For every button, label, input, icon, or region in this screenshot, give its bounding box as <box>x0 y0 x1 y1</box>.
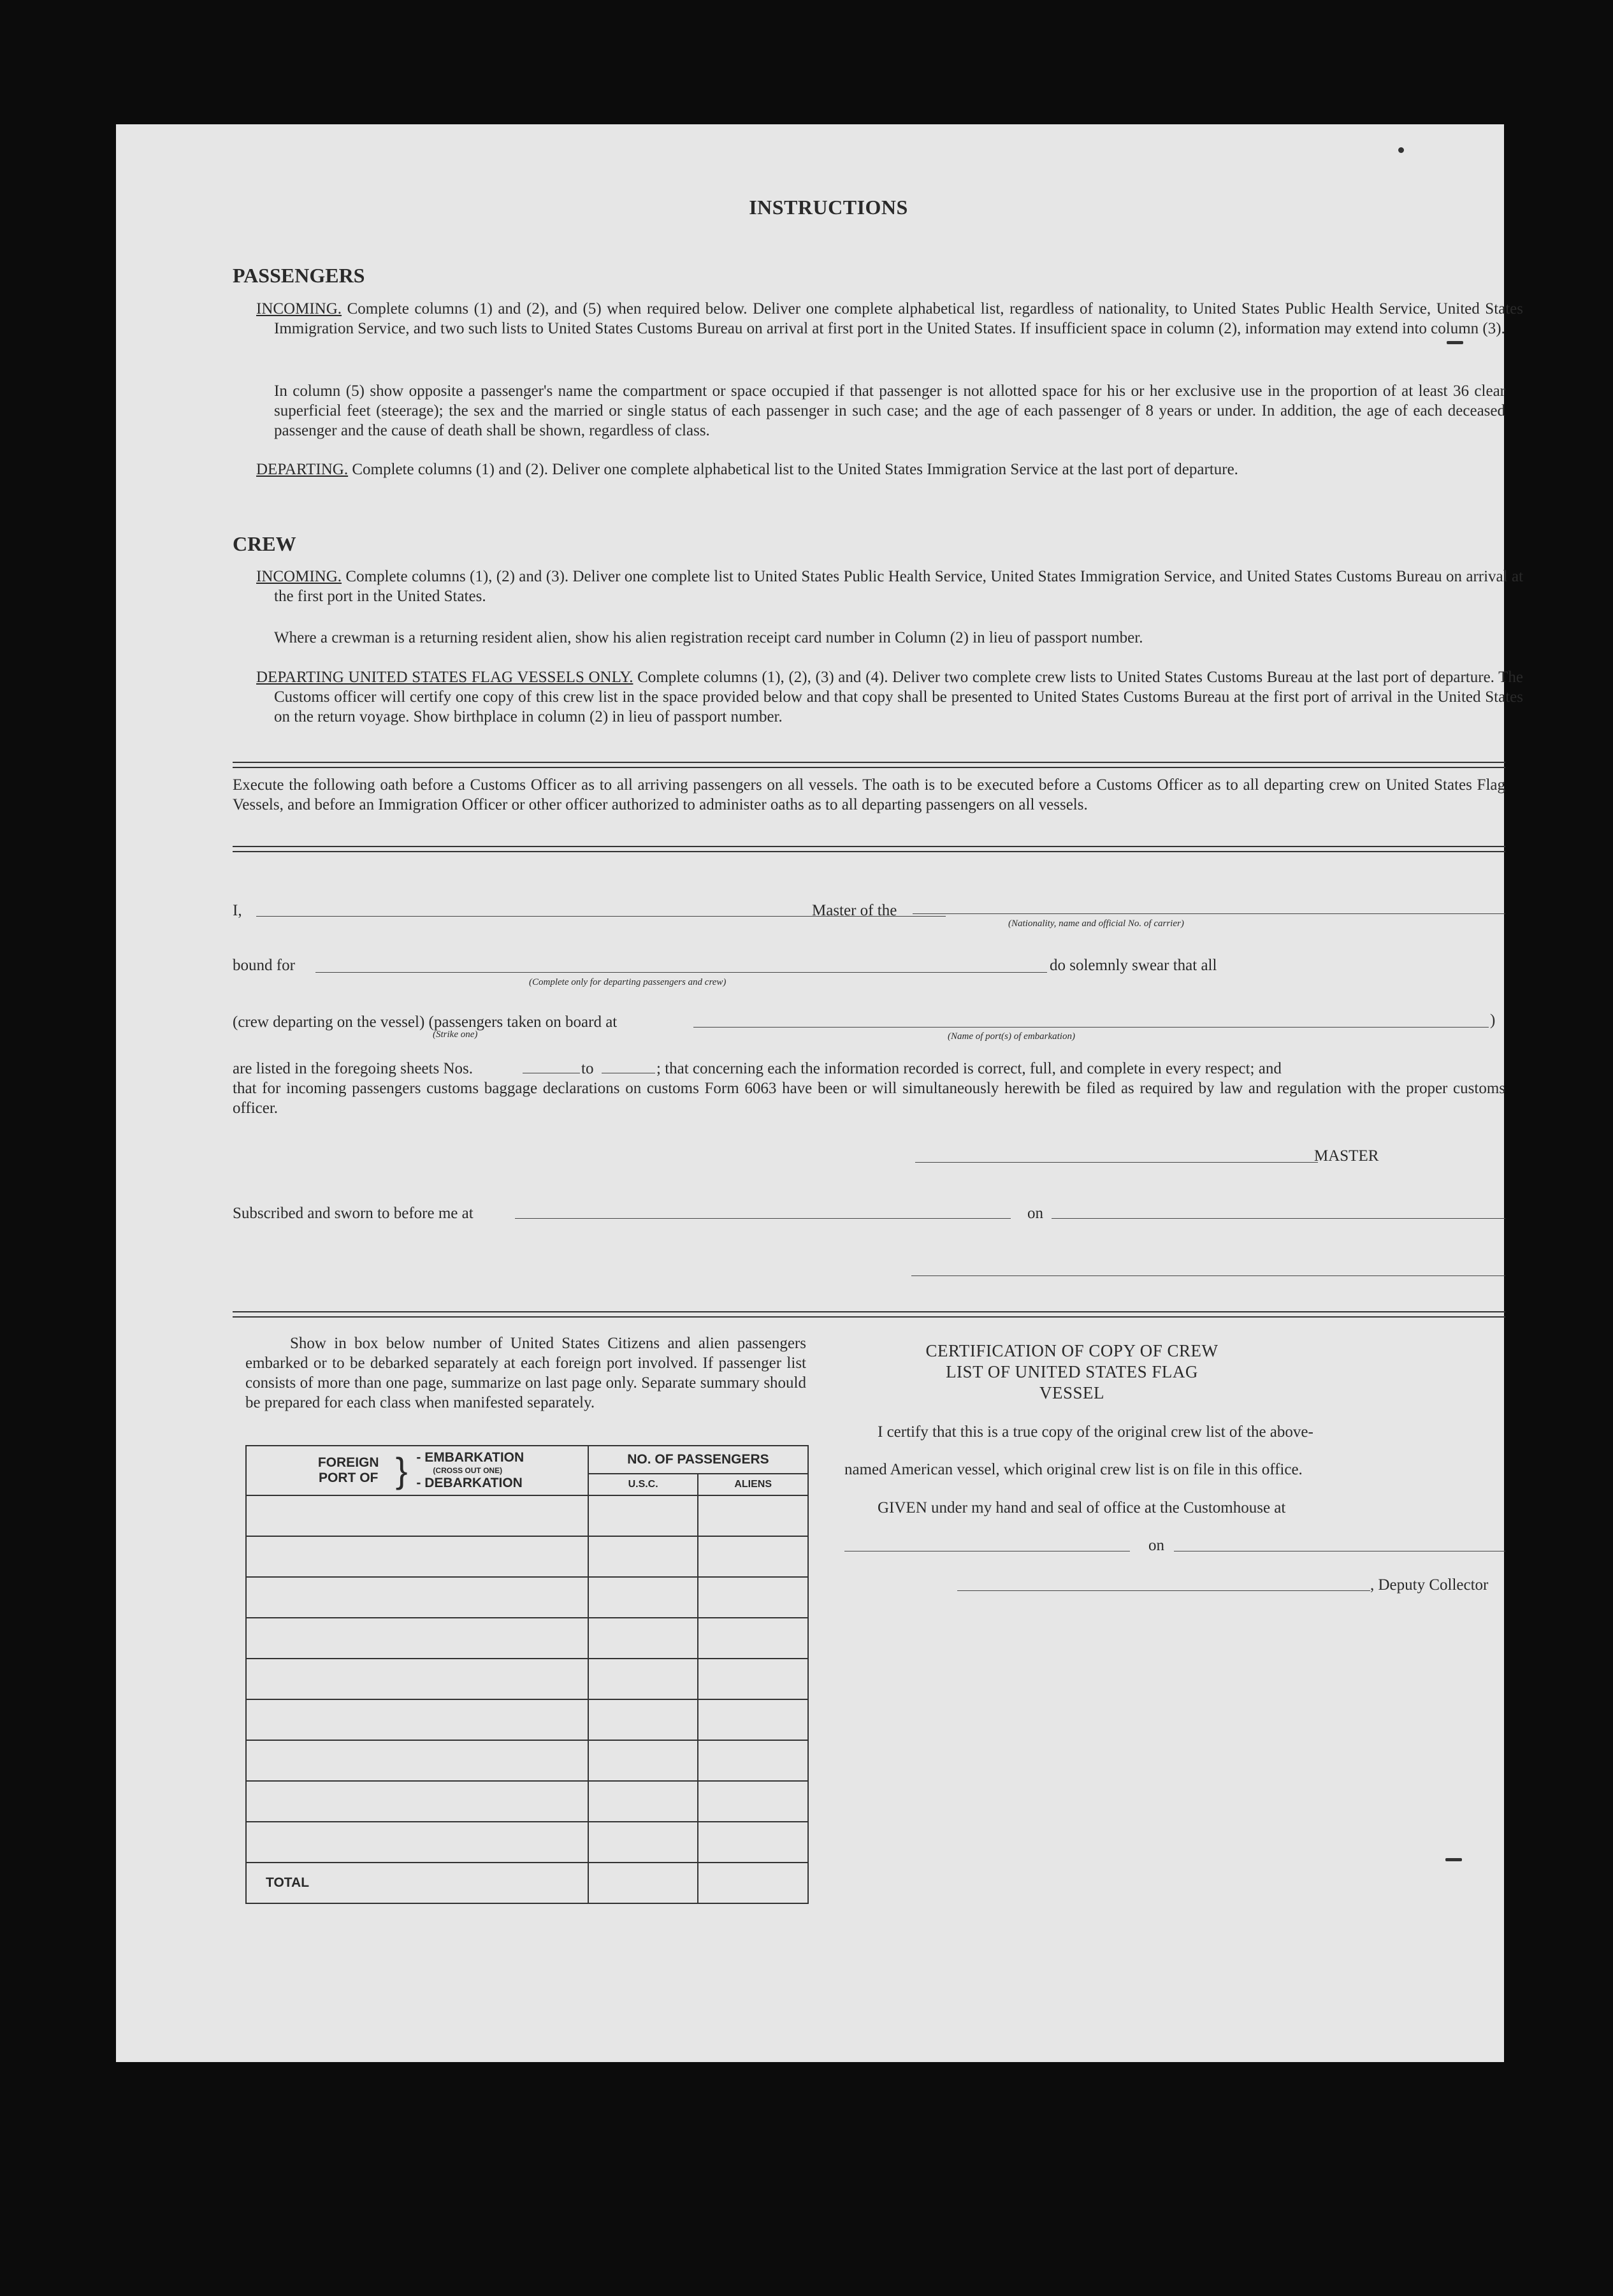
aliens-cell[interactable] <box>698 1577 808 1618</box>
usc-cell[interactable] <box>588 1781 698 1822</box>
subscribed-date-field[interactable] <box>1052 1218 1505 1219</box>
aliens-cell[interactable] <box>698 1618 808 1659</box>
form-page <box>116 124 1524 2062</box>
passengers-incoming-text: Complete columns (1) and (2), and (5) when required below. Deliver one complete alphabetical list, regardless of nationality, to United States Public Health Service, United States Immigration Service, and two such lists to United States Customs Bureau on arrival at first port in the United States. If insufficient space in column (2), information may extend into column (3). <box>274 300 1524 337</box>
table-row <box>246 1740 808 1781</box>
table-row <box>246 1618 808 1659</box>
aliens-cell[interactable] <box>698 1740 808 1781</box>
port-cell[interactable] <box>246 1577 588 1618</box>
usc-cell[interactable] <box>588 1659 698 1699</box>
divider-2 <box>233 846 1505 852</box>
table-row <box>246 1495 808 1536</box>
crew-incoming-label: INCOMING. <box>256 568 342 585</box>
subscribed-on-label: on <box>1027 1205 1043 1222</box>
subscribed-label: Subscribed and sworn to before me at <box>233 1205 474 1222</box>
embarkation-label: - EMBARKATION <box>416 1450 524 1465</box>
master-label: MASTER <box>1314 1147 1379 1165</box>
crew-crewman-paragraph: Where a crewman is a returning resident alien, show his alien registration receipt card number in Column (2) in lieu of passport number. <box>274 629 1143 646</box>
table-row <box>246 1822 808 1863</box>
crew-departing-text: Complete columns (1), (2), (3) and (4). Deliver two complete crew lists to United States Customs Bureau at the last port of departure. The Customs officer will certify one copy of this crew list in the space provided below and that copy shall be presented to United States Customs Bureau at the first port of arrival in the United States on the return voyage. Show birthplace in column (2) in lieu of passport number. <box>274 669 1524 725</box>
divider-1 <box>233 762 1505 768</box>
usc-cell[interactable] <box>588 1699 698 1740</box>
master-signature-field[interactable] <box>915 1162 1318 1163</box>
page-mark <box>1445 1858 1462 1861</box>
foreign-port-of-label: FOREIGN PORT OF <box>317 1455 379 1485</box>
strike-caption: (Strike one) <box>433 1029 478 1040</box>
summary-instructions: Show in box below number of United States Citizens and alien passengers embarked or to be debarked separately at each foreign port involved. If passenger list consists of more than one page, summarize on last page only. Separate summary should be prepared for each class when manifested separately. <box>245 1335 806 1411</box>
aliens-header: ALIENS <box>698 1474 808 1495</box>
crew-departing-paragraph <box>256 667 1523 727</box>
port-cell[interactable] <box>246 1740 588 1781</box>
port-cell[interactable] <box>246 1822 588 1863</box>
usc-cell[interactable] <box>588 1822 698 1863</box>
debarkation-label: - DEBARKATION <box>416 1476 523 1490</box>
passengers-departing-text: Complete columns (1) and (2). Deliver one complete alphabetical list to the United States Immigration Service at the last port of departure. <box>352 461 1238 478</box>
usc-header: U.S.C. <box>588 1474 698 1495</box>
crew-incoming-text: Complete columns (1), (2) and (3). Deliver one complete list to United States Public Health Service, United States Immigration Service, and United States Customs Bureau on arrival at the first port in the United States. <box>274 568 1523 605</box>
total-row <box>246 1863 808 1903</box>
listed-rest: that for incoming passengers customs baggage declarations on customs Form 6063 have been or will simultaneously herewith be filed as required by law and regulation with the proper customs officer. <box>233 1080 1505 1117</box>
cross-out-one-label: (CROSS OUT ONE) <box>433 1466 503 1475</box>
usc-cell[interactable] <box>588 1495 698 1536</box>
aliens-cell[interactable] <box>698 1822 808 1863</box>
bound-for-field[interactable] <box>315 972 1047 973</box>
bound-for-label: bound for <box>233 957 295 974</box>
crew-passengers-label: (crew departing on the vessel) (passengers taken on board at <box>233 1014 618 1031</box>
deputy-signature-field[interactable] <box>957 1590 1370 1591</box>
port-cell[interactable] <box>246 1495 588 1536</box>
aliens-cell[interactable] <box>698 1699 808 1740</box>
listed-to: to <box>581 1060 594 1077</box>
nationality-caption: (Nationality, name and official No. of carrier) <box>1008 919 1184 929</box>
officer-signature-field[interactable] <box>911 1275 1505 1276</box>
deputy-collector-label: , Deputy Collector <box>1370 1576 1489 1594</box>
subscribed-place-field[interactable] <box>515 1218 1011 1219</box>
port-cell[interactable] <box>246 1618 588 1659</box>
brace-glyph: } <box>395 1450 408 1490</box>
crew-departing-label: DEPARTING UNITED STATES FLAG VESSELS ONLY. <box>256 669 633 686</box>
port-cell[interactable] <box>246 1699 588 1740</box>
passenger-summary-table <box>245 1445 809 1904</box>
aliens-cell[interactable] <box>698 1781 808 1822</box>
crew-heading: CREW <box>233 532 296 555</box>
oath-intro: Execute the following oath before a Customs Officer as to all arriving passengers on all vessels. The oath is to be executed before a Customs Officer as to all departing crew on United States Flag Vessels, and before an Immigration Officer or other officer authorized to administer oaths as to all departing passengers on all vessels. <box>233 776 1505 813</box>
usc-cell[interactable] <box>588 1536 698 1577</box>
certification-text-1: I certify that this is a true copy of the original crew list of the above- <box>878 1423 1313 1441</box>
no-of-passengers-header: NO. OF PASSENGERS <box>588 1446 808 1474</box>
carrier-field[interactable] <box>913 913 1505 914</box>
oath-i-label: I, <box>233 902 242 919</box>
port-cell[interactable] <box>246 1659 588 1699</box>
swear-label: do solemnly swear that all <box>1050 957 1217 974</box>
usc-cell[interactable] <box>588 1618 698 1659</box>
table-row <box>246 1536 808 1577</box>
port-cell[interactable] <box>246 1536 588 1577</box>
crew-incoming-paragraph <box>256 567 1523 606</box>
table-row <box>246 1781 808 1822</box>
certification-heading: CERTIFICATION OF COPY OF CREW LIST OF UNITED STATES FLAG VESSEL <box>925 1341 1219 1402</box>
passengers-column5-paragraph: In column (5) show opposite a passenger's name the compartment or space occupied if that passenger is not allotted space for his or her exclusive use in the proportion of at least 36 clear superficial feet (steerage); the sex and the married or single status of each passenger in such case; and the age of each passenger of 8 years or under. In addition, the age of each deceased passenger and the cause of death shall be shown, regardless of class. <box>274 382 1505 439</box>
total-usc-cell[interactable] <box>588 1863 698 1903</box>
passengers-incoming-paragraph <box>256 299 1523 338</box>
table-row <box>246 1577 808 1618</box>
usc-cell[interactable] <box>588 1577 698 1618</box>
page-title: INSTRUCTIONS <box>749 196 908 219</box>
aliens-cell[interactable] <box>698 1536 808 1577</box>
table-row <box>246 1699 808 1740</box>
bound-caption: (Complete only for departing passengers and crew) <box>529 977 727 987</box>
passengers-departing-label: DEPARTING. <box>256 461 349 478</box>
listed-line-a: are listed in the foregoing sheets Nos. <box>233 1060 473 1077</box>
passengers-departing-paragraph <box>256 460 1523 479</box>
aliens-cell[interactable] <box>698 1495 808 1536</box>
aliens-cell[interactable] <box>698 1659 808 1699</box>
listed-line-b: ; that concerning each the information recorded is correct, full, and complete in every respect; and <box>656 1060 1282 1077</box>
certification-text-3: GIVEN under my hand and seal of office at the Customhouse at <box>878 1499 1286 1516</box>
page-mark <box>1447 341 1463 344</box>
port-cell[interactable] <box>246 1781 588 1822</box>
total-aliens-cell[interactable] <box>698 1863 808 1903</box>
page-mark <box>1398 147 1404 153</box>
embarkation-ports-field[interactable] <box>693 1027 1489 1028</box>
close-paren: ) <box>1490 1012 1496 1029</box>
certification-text-2: named American vessel, which original crew list is on file in this office. <box>844 1461 1303 1478</box>
usc-cell[interactable] <box>588 1740 698 1781</box>
total-label: TOTAL <box>246 1863 588 1903</box>
passengers-heading: PASSENGERS <box>233 264 365 287</box>
table-row <box>246 1659 808 1699</box>
ports-caption: (Name of port(s) of embarkation) <box>948 1031 1075 1042</box>
foreign-port-header <box>246 1446 588 1495</box>
divider-3 <box>233 1311 1505 1318</box>
certification-on-label: on <box>1148 1537 1164 1554</box>
passengers-incoming-label: INCOMING. <box>256 300 342 317</box>
master-of-the-label: Master of the <box>812 902 897 919</box>
